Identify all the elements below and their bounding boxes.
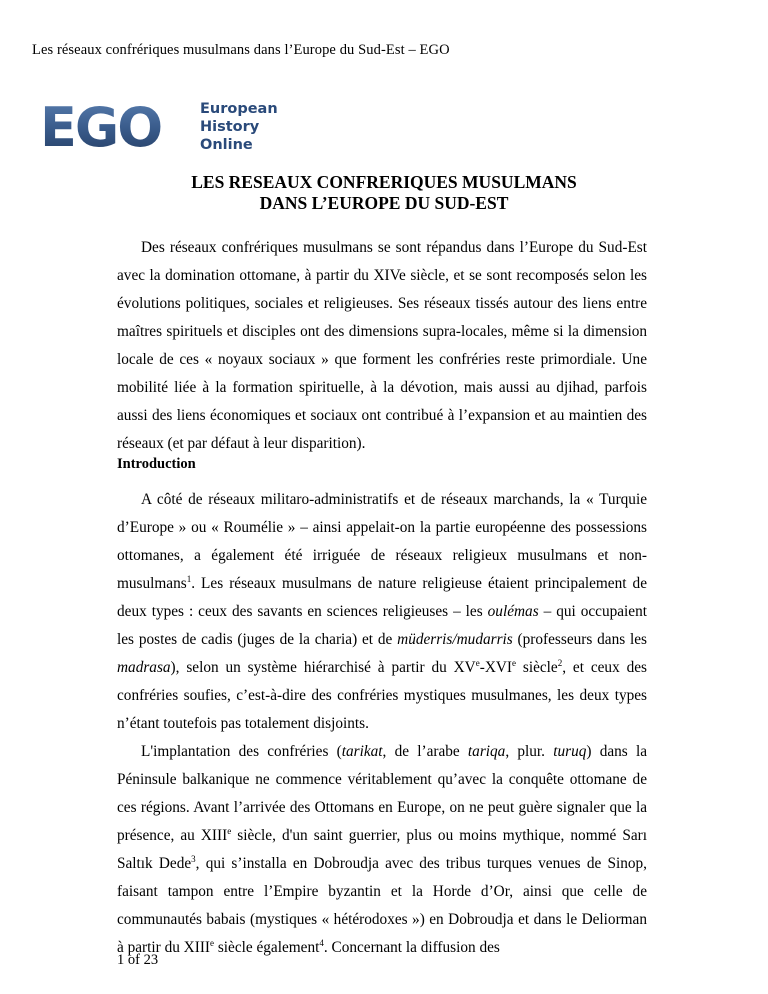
superscript-e: e (475, 658, 480, 668)
text-run: ), selon un système hiérarchisé à partir du XV (170, 659, 476, 676)
footnote-ref-2: 2 (557, 658, 563, 668)
ego-logo (40, 100, 278, 154)
document-title (0, 172, 768, 214)
introduction-body (117, 486, 647, 962)
footnote-ref-1: 1 (186, 574, 192, 584)
term-tarikat: tarikat (341, 743, 383, 760)
logo-line-online: Online (200, 137, 253, 153)
term-muderris: müderris/mudarris (397, 631, 513, 648)
svg-text:EGO: EGO (40, 102, 162, 152)
text-run: – qui occupaient les postes de cadis (juges de la charia) et de (117, 603, 647, 648)
text-run: siècle (516, 659, 558, 676)
text-run: , et ceux des confréries soufies, c’est-à-dire des confréries mystiques musulmanes, les deux types n’étant toutefois pas totalement disjoints. (117, 659, 647, 732)
superscript-e: e (210, 938, 215, 948)
term-tariqa: tariqa (467, 743, 506, 760)
term-oulemas: oulémas (487, 603, 539, 620)
intro-paragraph-2 (117, 738, 647, 962)
logo-line-european: European (200, 101, 278, 117)
running-header: Les réseaux confrériques musulmans dans l’Europe du Sud-Est – EGO (32, 42, 450, 58)
text-run: -XVI (479, 659, 513, 676)
text-run: , plur. (505, 743, 554, 760)
page-number: 1 of 23 (117, 952, 159, 968)
text-run: siècle également (214, 939, 320, 956)
text-run: siècle, d'un saint guerrier, plus ou moins mythique, nommé Sarı Saltık Dede (117, 827, 647, 872)
term-turuq: turuq (553, 743, 587, 760)
text-run: (professeurs dans les (512, 631, 647, 648)
superscript-e: e (512, 658, 517, 668)
section-heading-introduction: Introduction (117, 456, 196, 472)
text-run: , de l’arabe (382, 743, 468, 760)
footnote-ref-3: 3 (191, 854, 196, 864)
abstract-paragraph (117, 234, 647, 458)
text-run: L'implantation des confréries ( (141, 743, 342, 760)
superscript-e: e (227, 826, 232, 836)
ego-logo-mark (40, 102, 192, 152)
title-line-1: LES RESEAUX CONFRERIQUES MUSULMANS (191, 172, 577, 192)
text-run: . Concernant la diffusion des (323, 939, 500, 956)
abstract-text: Des réseaux confrériques musulmans se sont répandus dans l’Europe du Sud-Est avec la domination ottomane, à partir du XIVe siècle, et se sont recomposés selon les évolutions politiques, sociales et religieuses. Ses réseaux tissés autour des liens entre maîtres spirituels et disciples ont des dimensions supra-locales, même si la dimension locale de ces « noyaux sociaux » que forment les confréries reste primordiale. Une mobilité liée à la formation spirituelle, à la dévotion, mais aussi au djihad, parfois aussi des liens économiques et sociaux ont contribué à l’expansion et au maintien des réseaux (et par défaut à leur disparition). (117, 239, 647, 452)
term-madrasa: madrasa (117, 659, 171, 676)
intro-paragraph-1 (117, 486, 647, 738)
logo-wordmark (200, 100, 278, 154)
text-run: ) dans la Péninsule balkanique ne commence véritablement qu’avec la conquête ottomane de ces régions. Avant l’arrivée des Ottomans en Europe, on ne peut guère signaler que la présence, au XIII (117, 743, 647, 844)
text-run: A côté de réseaux militaro-administratifs et de réseaux marchands, la « Turquie d’Europe » ou « Roumélie » – ainsi appelait-on la partie européenne des possessions ottomanes, a également été irriguée de réseaux religieux musulmans et non-musulmans (117, 491, 647, 592)
logo-line-history: History (200, 119, 260, 135)
text-run: , qui s’installa en Dobroudja avec des tribus turques venues de Sinop, faisant tampon entre l’Empire byzantin et la Horde d’Or, ainsi que celle de communautés babais (mystiques « hétérodoxes ») en Dobroudja et dans le Deliorman à partir du XIII (117, 855, 647, 956)
title-line-2: DANS L’EUROPE DU SUD-EST (259, 193, 509, 213)
text-run: . Les réseaux musulmans de nature religieuse étaient principalement de deux types : ceux des savants en sciences religieuses – les (117, 575, 647, 620)
footnote-ref-4: 4 (319, 938, 324, 948)
